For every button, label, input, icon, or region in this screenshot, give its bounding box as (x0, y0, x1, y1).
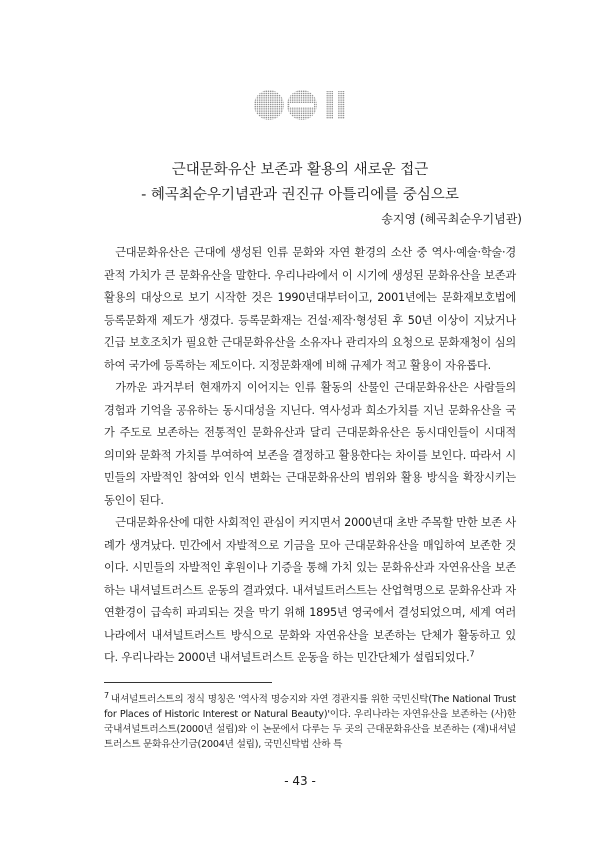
footnote (104, 688, 516, 752)
title-line-1: 근대문화유산 보존과 활용의 새로운 접근 (171, 162, 429, 178)
article-title (0, 158, 600, 208)
body-text (104, 242, 516, 670)
footnote-divider (104, 682, 272, 683)
footnote-text: 내셔널트러스트의 정식 명칭은 '역사적 명승지와 자연 경관지를 위한 국민신탁(The National Trust for Places of Historic Interest or Natural Beauty)'이다. 우리나라는 자연유산을 보존하는 (사)한국내셔널트러스트(2000년 설립)와 이 논문에서 다루는 두 곳의 근대문화유산을 보존하는 (재)내셔널트러스트 문화유산기금(2004년 설립), 국민신탁법 산하 특 (104, 694, 516, 751)
paragraph-2: 가까운 과거부터 현재까지 이어지는 인류 활동의 산물인 근대문화유산은 사람들의 경험과 기억을 공유하는 동시대성을 지닌다. 역사성과 희소가치를 지닌 문화유산을 국가 주도로 보존하는 전통적인 문화유산과 달리 근대문화유산은 동시대인들이 시대적 의미와 문화적 가치를 부여하여 보존을 결정하고 활용한다는 차이를 보인다. 따라서 시민들의 자발적인 참여와 인식 변화는 근대문화유산의 범위와 활용 방식을 확장시키는 동인이 된다. (104, 381, 516, 507)
page-number: - 43 - (284, 774, 316, 788)
title-line-2: - 혜곡최순우기념관과 권진규 아틀리에를 중심으로 (141, 187, 459, 203)
dotted-circles-logo-icon (252, 88, 352, 122)
footnote-reference: 7 (469, 649, 475, 659)
paragraph-3-text: 근대문화유산에 대한 사회적인 관심이 커지면서 2000년대 초반 주목할 만한 보존 사례가 생겨났다. 민간에서 자발적으로 기금을 모아 근대문화유산을 매입하여 보존한 것이다. 시민들의 자발적인 후원이나 기증을 통해 가치 있는 문화유산과 자연유산을 보존하는 내셔널트러스트 운동의 결과였다. 내셔널트러스트는 산업혁명으로 문화유산과 자연환경이 급속히 파괴되는 것을 막기 위해 1895년 영국에서 결성되었으며, 세계 여러 나라에서 내셔널트러스트 방식으로 문화와 자연유산을 보존하는 단체가 활동하고 있다. 우리나라는 2000년 내셔널트러스트 운동을 하는 민간단체가 설립되었다. (104, 516, 516, 664)
paragraph-3 (104, 512, 516, 670)
paragraph-1: 근대문화유산은 근대에 생성된 인류 문화와 자연 환경의 소산 중 역사·예술·학술·경관적 가치가 큰 문화유산을 말한다. 우리나라에서 이 시기에 생성된 문화유산을 보존과 활용의 대상으로 보기 시작한 것은 1990년대부터이고, 2001년에는 문화재보호법에 등록문화재 제도가 생겼다. 등록문화재는 건설·제작·형성된 후 50년 이상이 지났거나 긴급 보호조치가 필요한 근대문화유산을 소유자나 관리자의 요청으로 문화재청이 심의하여 국가에 등록하는 제도이다. 지정문화재에 비해 규제가 적고 활용이 자유롭다. (104, 246, 516, 372)
author-byline: 송지영 (혜곡최순우기념관) (381, 212, 522, 226)
footnote-number: 7 (104, 691, 109, 700)
